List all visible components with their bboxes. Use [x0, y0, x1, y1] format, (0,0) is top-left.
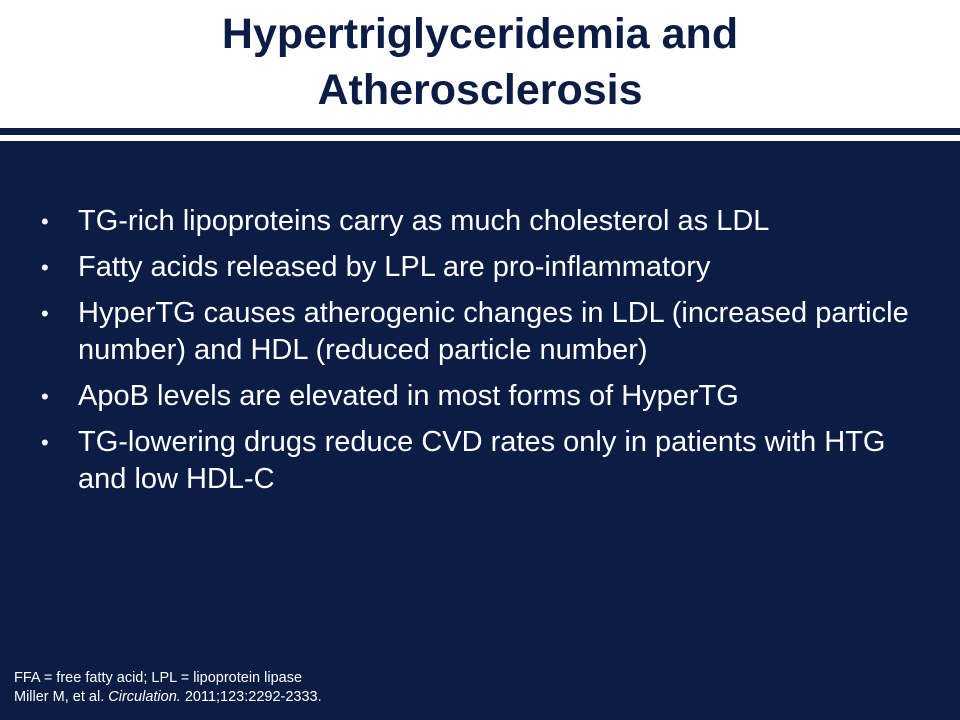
- bullet-text: TG-rich lipoproteins carry as much cholesterol as LDL: [78, 205, 770, 237]
- bullet-item: [40, 203, 920, 240]
- bullet-item: [40, 249, 920, 286]
- bullet-marker: •: [41, 384, 49, 409]
- bullet-text: ApoB levels are elevated in most forms of HyperTG: [78, 380, 739, 412]
- bullet-item: [40, 295, 920, 369]
- slide-title-line-1: Hypertriglyceridemia and: [221, 10, 739, 58]
- bullet-item: [40, 378, 920, 415]
- bullet-marker: •: [41, 255, 49, 280]
- footnotes: [14, 669, 322, 707]
- title-band: [0, 0, 960, 128]
- bullet-marker: •: [41, 209, 49, 234]
- bullet-list: [40, 203, 920, 507]
- slide-title: [0, 6, 960, 118]
- bullet-marker: •: [41, 430, 49, 455]
- title-divider-light: [0, 135, 960, 141]
- bullet-text: TG-lowering drugs reduce CVD rates only in patients with HTG and low HDL-C: [78, 426, 886, 495]
- citation-details: 2011;123:2292-2333.: [184, 689, 322, 705]
- bullet-marker: •: [41, 301, 49, 326]
- abbreviation-footnote: FFA = free fatty acid; LPL = lipoprotein lipase: [14, 670, 303, 686]
- title-divider-dark: [0, 128, 960, 135]
- slide-title-line-2: Atherosclerosis: [317, 66, 643, 114]
- citation-authors: Miller M, et al.: [14, 689, 105, 705]
- bullet-text: Fatty acids released by LPL are pro-inflammatory: [78, 251, 711, 283]
- bullet-text: HyperTG causes atherogenic changes in LDL (increased particle number) and HDL (reduced particle number): [78, 297, 909, 366]
- citation-journal: Circulation.: [108, 689, 181, 705]
- citation: [14, 688, 322, 707]
- bullet-item: [40, 424, 920, 498]
